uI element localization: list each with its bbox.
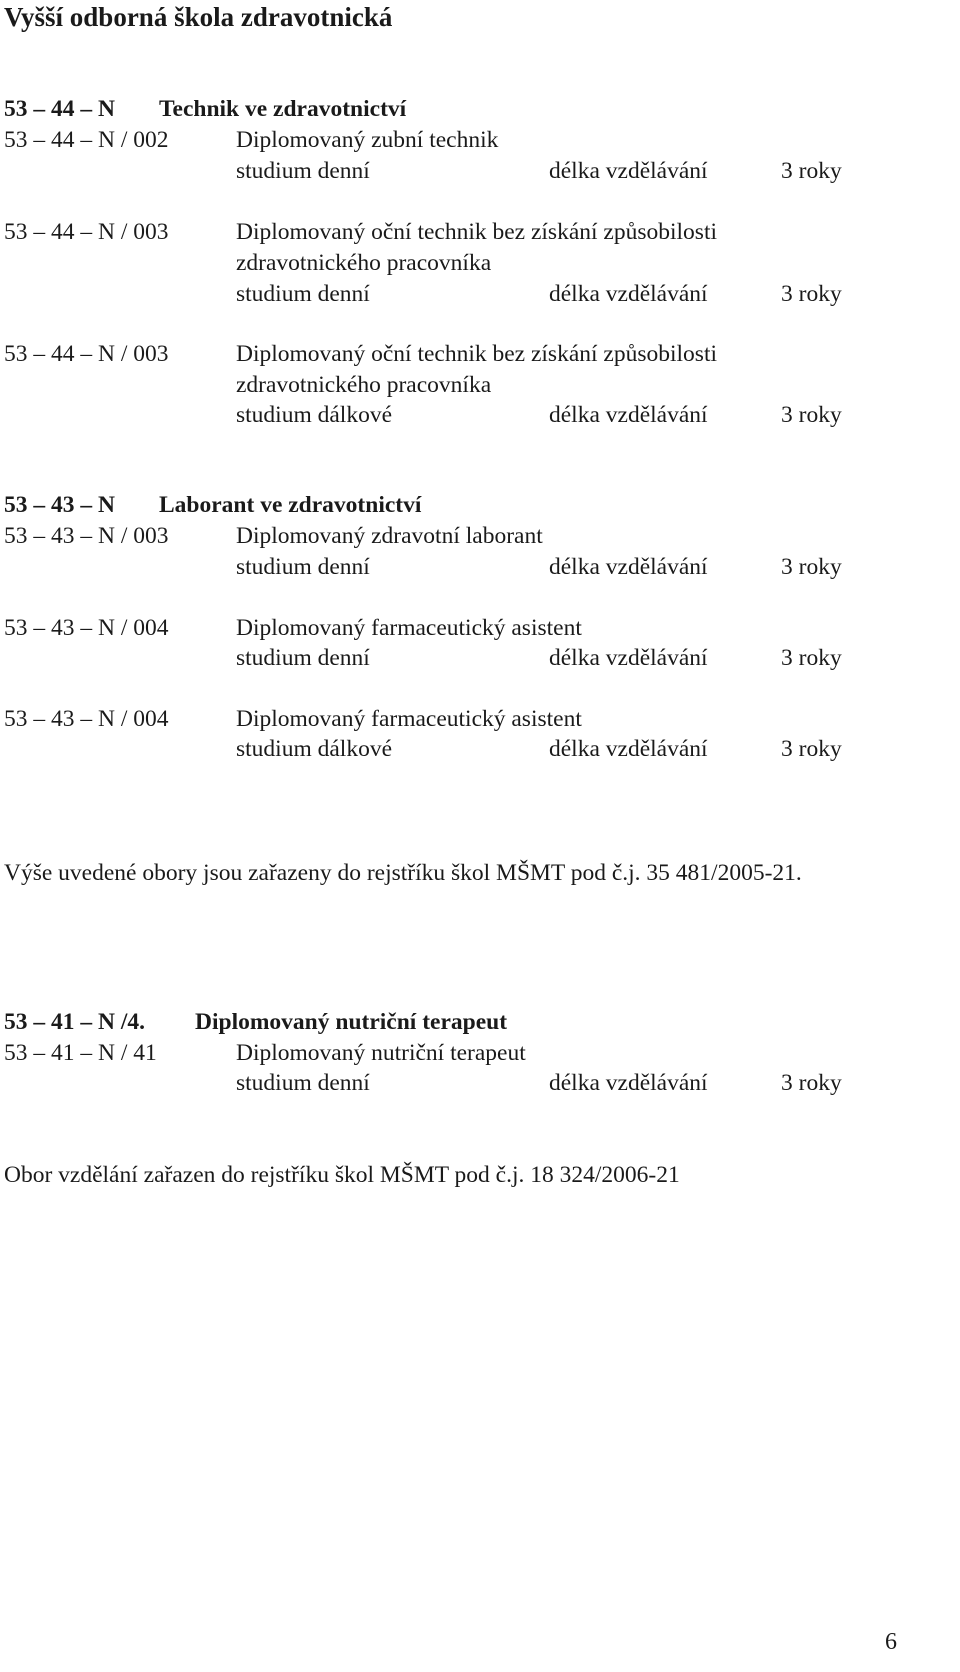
entry-length-label: délka vzdělávání — [549, 645, 708, 671]
entry-mode: studium denní — [236, 1070, 370, 1096]
entry-code: 53 – 43 – N / 003 — [4, 523, 169, 549]
entry-mode: studium denní — [236, 645, 370, 671]
entry-code: 53 – 41 – N / 41 — [4, 1040, 157, 1066]
entry-mode: studium denní — [236, 281, 370, 307]
entry-length-label: délka vzdělávání — [549, 1070, 708, 1096]
entry-length: 3 roky — [781, 158, 842, 184]
entry-code: 53 – 43 – N / 004 — [4, 615, 169, 641]
entry-mode: studium denní — [236, 554, 370, 580]
entry-code: 53 – 43 – N / 004 — [4, 706, 169, 732]
entry-code: 53 – 44 – N / 002 — [4, 127, 169, 153]
entry-length-label: délka vzdělávání — [549, 736, 708, 762]
entry-name: Diplomovaný nutriční terapeut — [236, 1040, 526, 1066]
group-name: Laborant ve zdravotnictví — [159, 492, 422, 518]
entry-length-label: délka vzdělávání — [549, 281, 708, 307]
entry-length: 3 roky — [781, 645, 842, 671]
entry-length: 3 roky — [781, 554, 842, 580]
entry-length-label: délka vzdělávání — [549, 554, 708, 580]
registry-note: Obor vzdělání zařazen do rejstříku škol MŠMT pod č.j. 18 324/2006-21 — [4, 1162, 680, 1188]
group-code: 53 – 43 – N — [4, 492, 115, 518]
entry-length: 3 roky — [781, 281, 842, 307]
entry-length: 3 roky — [781, 1070, 842, 1096]
entry-name: Diplomovaný zubní technik — [236, 127, 499, 153]
group-name: Technik ve zdravotnictví — [159, 96, 407, 122]
page-title: Vyšší odborná škola zdravotnická — [4, 2, 393, 32]
registry-note: Výše uvedené obory jsou zařazeny do rejstříku škol MŠMT pod č.j. 35 481/2005-21. — [4, 860, 802, 886]
entry-name: Diplomovaný zdravotní laborant — [236, 523, 543, 549]
page-number: 6 — [885, 1629, 897, 1655]
entry-mode: studium denní — [236, 158, 370, 184]
entry-name: Diplomovaný farmaceutický asistent — [236, 706, 582, 732]
entry-code: 53 – 44 – N / 003 — [4, 341, 169, 367]
group-code: 53 – 41 – N /4. — [4, 1009, 145, 1035]
entry-name-continued: zdravotnického pracovníka — [236, 250, 492, 276]
entry-mode: studium dálkové — [236, 402, 392, 428]
entry-name-continued: zdravotnického pracovníka — [236, 372, 492, 398]
entry-mode: studium dálkové — [236, 736, 392, 762]
entry-length: 3 roky — [781, 736, 842, 762]
entry-length-label: délka vzdělávání — [549, 158, 708, 184]
group-code: 53 – 44 – N — [4, 96, 115, 122]
entry-name: Diplomovaný oční technik bez získání způsobilosti — [236, 341, 718, 367]
entry-name: Diplomovaný oční technik bez získání způsobilosti — [236, 219, 718, 245]
entry-code: 53 – 44 – N / 003 — [4, 219, 169, 245]
entry-name: Diplomovaný farmaceutický asistent — [236, 615, 582, 641]
group-name: Diplomovaný nutriční terapeut — [195, 1009, 508, 1035]
entry-length: 3 roky — [781, 402, 842, 428]
entry-length-label: délka vzdělávání — [549, 402, 708, 428]
